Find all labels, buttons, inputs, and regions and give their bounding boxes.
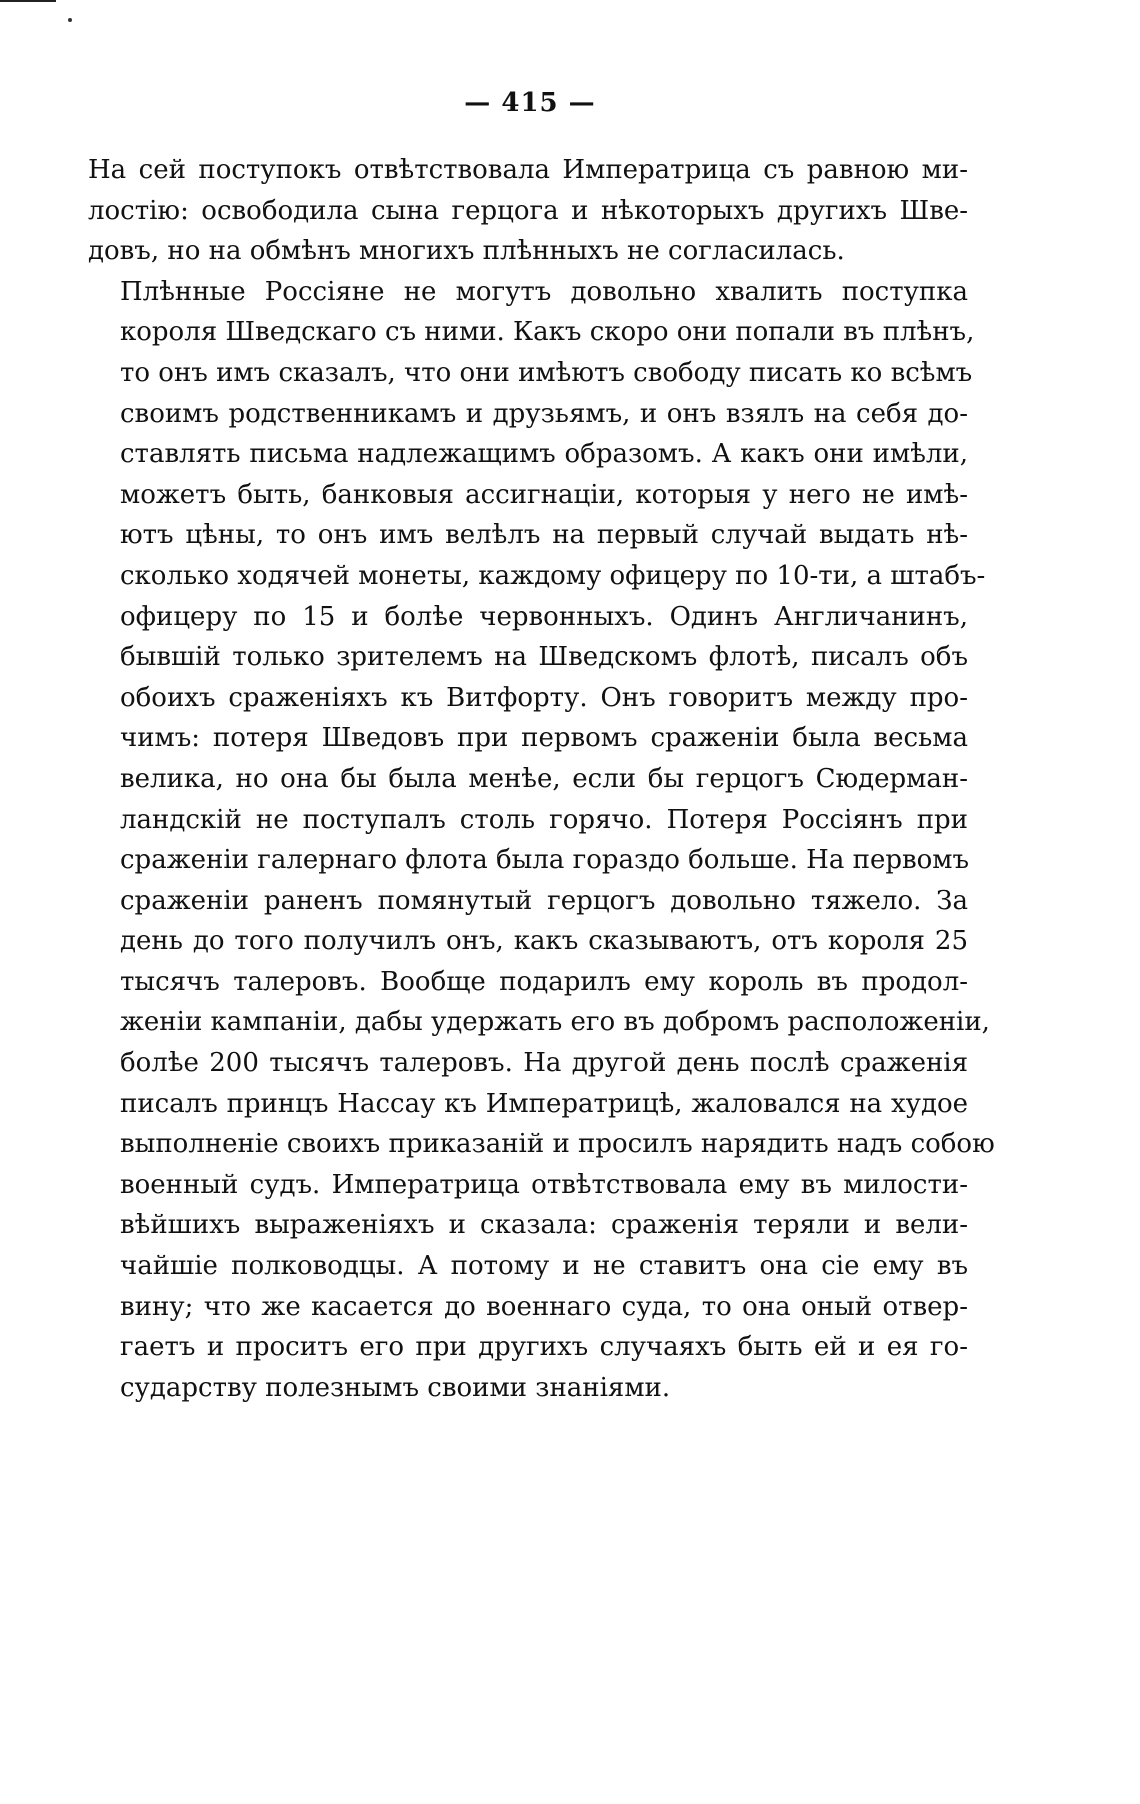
text-line: ютъ цѣны, то онъ имъ велѣлъ на первый случай выдать нѣ- xyxy=(120,520,968,551)
text-line: сударству полезнымъ своими знаніями. xyxy=(120,1372,671,1403)
text-line: женіи кампаніи, дабы удержать его въ добромъ расположеніи, xyxy=(120,1007,990,1038)
text-line: обоихъ сраженіяхъ къ Витфорту. Онъ говоритъ между про- xyxy=(120,682,968,713)
text-line: вѣйшихъ выраженіяхъ и сказала: сраженія теряли и вели- xyxy=(120,1210,968,1241)
text-line: писалъ принцъ Нассау къ Императрицѣ, жаловался на худое xyxy=(120,1088,968,1119)
text-line: ландскій не поступалъ столь горячо. Потеря Россіянъ при xyxy=(120,804,968,835)
text-line: сраженіи раненъ помянутый герцогъ довольно тяжело. За xyxy=(120,885,968,916)
text-line: велика, но она бы была менѣе, если бы герцогъ Сюдерман- xyxy=(120,763,968,794)
text-line: ставлять письма надлежащимъ образомъ. А какъ они имѣли, xyxy=(120,439,968,470)
text-line: На сей поступокъ отвѣтствовала Императрица съ равною ми- xyxy=(88,155,968,185)
text-line: болѣе 200 тысячъ талеровъ. На другой день послѣ сраженія xyxy=(120,1048,968,1079)
paragraph xyxy=(88,272,995,1409)
text-line: лостію: освободила сына герцога и нѣкоторыхъ другихъ Шве- xyxy=(88,195,968,226)
text-line: военный судъ. Императрица отвѣтствовала ему въ милости- xyxy=(120,1169,968,1200)
text-line: бывшій только зрителемъ на Шведскомъ флотѣ, писалъ объ xyxy=(120,642,968,673)
body-text xyxy=(88,150,995,1408)
text-line: сраженіи галернаго флота была гораздо больше. На первомъ xyxy=(120,845,970,876)
text-line: день до того получилъ онъ, какъ сказываютъ, отъ короля 25 xyxy=(120,926,968,957)
text-line: чайшіе полководцы. А потому и не ставитъ она сіе ему въ xyxy=(120,1251,968,1282)
text-line: тысячъ талеровъ. Вообще подарилъ ему король въ продол- xyxy=(120,966,968,997)
text-line: сколько ходячей монеты, каждому офицеру по 10-ти, а штабъ- xyxy=(120,560,986,591)
page-number: — 415 — xyxy=(464,88,596,118)
text-line: вину; что же касается до военнаго суда, то она оный отвер- xyxy=(120,1291,968,1322)
text-line: довъ, но на обмѣнъ многихъ плѣнныхъ не согласилась. xyxy=(88,236,845,267)
paragraph xyxy=(88,150,968,272)
text-line: гаетъ и проситъ его при другихъ случаяхъ быть ей и ея го- xyxy=(120,1332,968,1363)
text-line: Плѣнные Россіяне не могутъ довольно хвалить поступка xyxy=(120,276,968,307)
scan-corner-mark xyxy=(0,0,56,6)
text-line: офицеру по 15 и болѣе червонныхъ. Одинъ Англичанинъ, xyxy=(120,601,968,632)
text-line: можетъ быть, банковыя ассигнаціи, которыя у него не имѣ- xyxy=(120,479,968,510)
text-line: выполненіе своихъ приказаній и просилъ нарядить надъ собою xyxy=(120,1129,995,1160)
text-line: короля Шведскаго съ ними. Какъ скоро они попали въ плѣнъ, xyxy=(120,317,975,348)
text-line: то онъ имъ сказалъ, что они имѣютъ свободу писать ко всѣмъ xyxy=(120,357,973,388)
text-line: своимъ родственникамъ и друзьямъ, и онъ взялъ на себя до- xyxy=(120,398,968,429)
text-line: чимъ: потеря Шведовъ при первомъ сраженіи была весьма xyxy=(120,723,968,754)
scan-speck xyxy=(68,18,72,22)
